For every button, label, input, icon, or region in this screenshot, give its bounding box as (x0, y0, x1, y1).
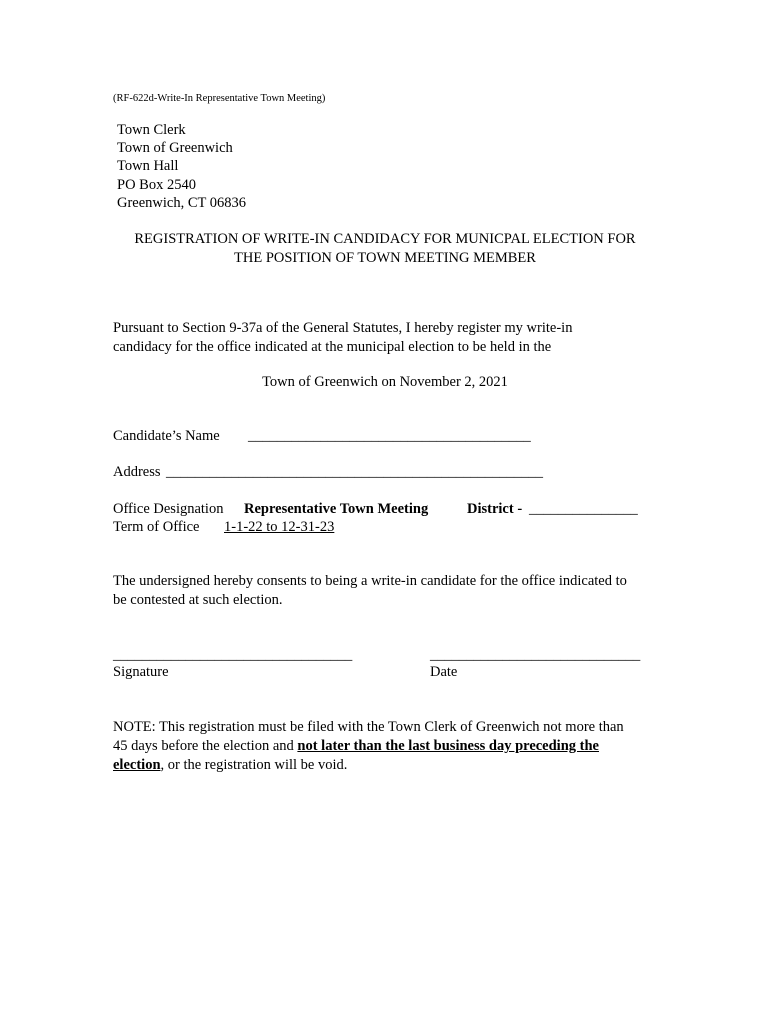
note-election-emphasis: election (113, 757, 161, 773)
district-label: District - (467, 501, 523, 517)
address-field[interactable]: ____________________________________________________ (166, 464, 543, 480)
candidate-name-field[interactable]: _______________________________________ (248, 428, 531, 444)
consent-paragraph (113, 572, 627, 610)
note-line-2-plain: 45 days before the election and (113, 738, 298, 754)
recipient-address-block (117, 121, 246, 212)
term-of-office-value: 1-1-22 to 12-31-23 (224, 519, 335, 535)
note-line-3 (113, 756, 624, 775)
title-line-2: THE POSITION OF TOWN MEETING MEMBER (234, 250, 536, 266)
intro-line-1: Pursuant to Section 9-37a of the General Statutes, I hereby register my write-in (113, 320, 573, 336)
date-field[interactable]: _____________________________ (430, 647, 641, 663)
consent-line-2: be contested at such election. (113, 592, 283, 608)
note-deadline-emphasis: not later than the last business day preceding the (297, 738, 599, 754)
intro-line-2: candidacy for the office indicated at the municipal election to be held in the (113, 339, 552, 355)
recipient-line-1: Town Clerk (117, 122, 186, 138)
office-designation-value: Representative Town Meeting (244, 501, 429, 517)
address-label: Address (113, 464, 161, 480)
term-of-office-label: Term of Office (113, 519, 200, 535)
document-title (0, 230, 770, 268)
district-field[interactable]: _______________ (529, 501, 638, 517)
note-line-3-plain: , or the registration will be void. (160, 757, 348, 773)
signature-label: Signature (113, 664, 169, 680)
consent-line-1: The undersigned hereby consents to being a write-in candidate for the office indicated to (113, 573, 627, 589)
recipient-line-4: PO Box 2540 (117, 176, 196, 193)
note-paragraph (113, 718, 624, 775)
form-identifier: (RF-622d-Write-In Representative Town Meeting) (113, 93, 326, 104)
intro-paragraph (113, 319, 572, 357)
signature-field[interactable]: _________________________________ (113, 647, 353, 663)
note-line-2 (113, 737, 624, 756)
date-label: Date (430, 664, 458, 680)
office-designation-label: Office Designation (113, 501, 224, 517)
note-line-1: NOTE: This registration must be filed with the Town Clerk of Greenwich not more than (113, 719, 624, 735)
title-line-1: REGISTRATION OF WRITE-IN CANDIDACY FOR MUNICPAL ELECTION FOR (134, 231, 636, 247)
election-date-line: Town of Greenwich on November 2, 2021 (262, 374, 508, 390)
candidate-name-label: Candidate’s Name (113, 428, 220, 444)
recipient-line-3: Town Hall (117, 158, 179, 175)
recipient-line-5: Greenwich, CT 06836 (117, 194, 246, 211)
recipient-line-2: Town of Greenwich (117, 140, 233, 157)
